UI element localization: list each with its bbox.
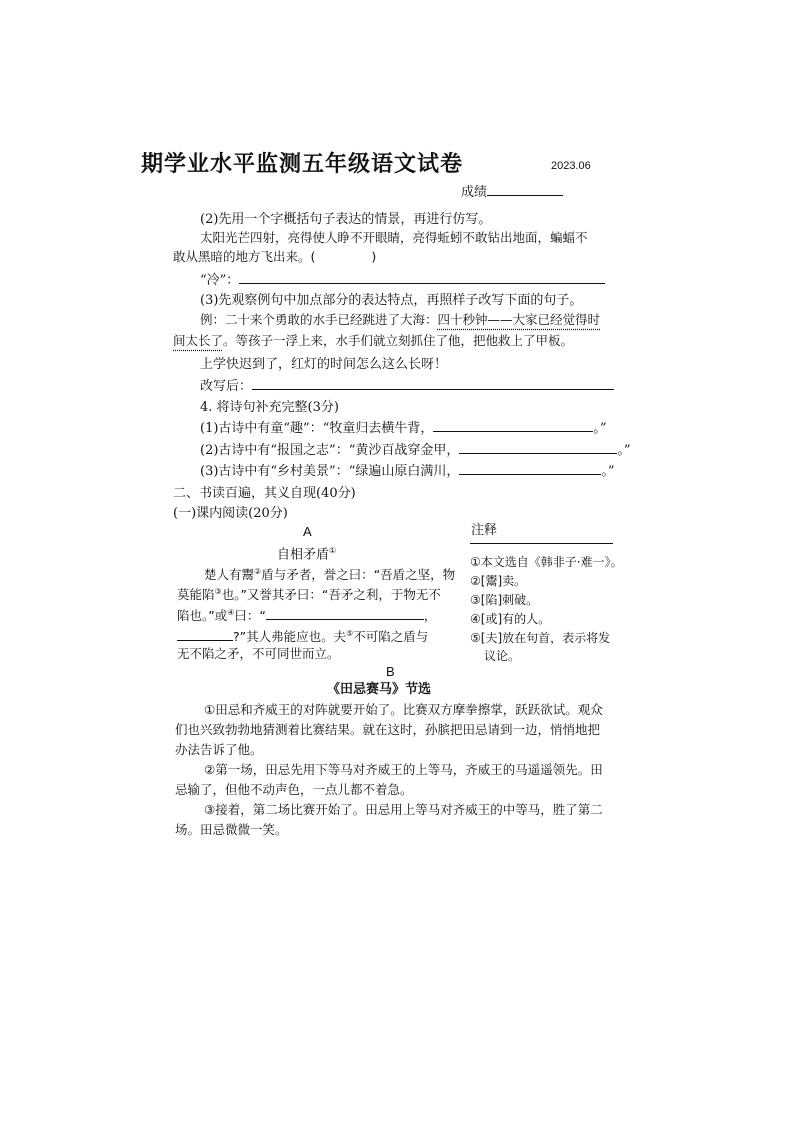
passage-b-label: B (386, 664, 395, 679)
passage-a-line-4-c: 不可陷之盾与 (353, 629, 429, 645)
q3-2-cold-line (200, 271, 605, 290)
footnote-marker-3: ③ (214, 587, 222, 596)
passage-a-line-3-b: 曰：“ (234, 608, 266, 624)
q3-2-example-line2 (173, 248, 376, 266)
passage-a-title (277, 542, 336, 564)
passage-b-line-6: ③接着，第二场比赛开始了。田忌用上等马对齐威王的中等马，胜了第二 (204, 802, 603, 817)
q3-2-prompt: (2)先用一个字概括句子表达的情景，再进行仿写。 (200, 212, 492, 227)
passage-b-line-2: 们也兴致勃勃地猜测着比赛结果。就在这时，孙膑把田忌请到一边，悄悄地把 (175, 722, 601, 737)
notes-heading: 注释 (471, 523, 498, 538)
passage-a-line-2-b: 也。”又誉其矛曰：“吾矛之利，于物无不 (221, 587, 441, 603)
q4-item-1-blank[interactable] (433, 419, 593, 432)
passage-a-line-5: 无不陷之矛，不可同世而立。 (177, 646, 340, 661)
passage-a-title-text: 自相矛盾 (277, 547, 330, 563)
score-line (461, 183, 563, 202)
q4-item-2-text: (2)古诗中有“报国之志”：“黄沙百战穿金甲， (200, 443, 460, 458)
passage-a-line-2-a: 莫能陷 (177, 587, 215, 603)
passage-a-line-4 (177, 625, 428, 646)
q4-item-2-end: 。” (617, 443, 631, 458)
passage-b-line-5: 忌输了，但他不动声色，一点儿都不着急。 (175, 782, 413, 797)
footnote-marker-5: ⑤ (346, 629, 354, 638)
q4-item-1-text: (1)古诗中有童“趣”：“牧童归去横牛背， (200, 421, 434, 436)
score-label: 成绩 (461, 185, 488, 200)
rewrite-answer-blank[interactable] (252, 377, 614, 390)
q4-item-3-end: 。” (601, 464, 615, 479)
q4-item-3-blank[interactable] (459, 462, 601, 475)
rewrite-label: 改写后： (200, 379, 253, 394)
note-3: ③[陷]刺破。 (470, 593, 539, 607)
passage-a-line-3 (177, 604, 436, 625)
passage-a-line-4-b: ?”其人弗能应也。夫 (233, 629, 347, 645)
notes-divider (470, 543, 613, 544)
footnote-marker-2: ② (254, 567, 262, 576)
section2-heading: 二、书读百遍，其义自现(40分) (173, 486, 356, 501)
passage-a-line-3-end: ， (423, 608, 437, 624)
q3-3-rewrite-line (200, 377, 614, 396)
q3-3-sentence: 上学快迟到了，红灯的时间怎么这么长呀！ (200, 357, 448, 372)
footnote-marker-4: ④ (227, 608, 235, 617)
q3-2-example-line1: 太阳光芒四射，亮得使人睁不开眼睛，亮得蚯蚓不敢钻出地面，蝙蝠不 (200, 230, 588, 245)
passage-b-line-3: 办法告诉了他。 (175, 742, 263, 757)
q4-item-2 (200, 441, 631, 460)
score-blank[interactable] (487, 183, 563, 196)
q4-prompt: 4. 将诗句补充完整(3分) (200, 400, 339, 415)
q3-3-example-rest: 。等孩子一浮上来，水手们就立刻抓住了他，把他救上了甲板。 (223, 333, 574, 348)
passage-a-line-3-a: 陷也。”或 (177, 608, 228, 624)
q4-item-1-end: 。” (593, 421, 607, 436)
q4-item-3-text: (3)古诗中有“乡村美景”：“绿遍山原白满川， (200, 464, 460, 479)
q3-3-example-a: 例：二十来个勇敢的水手已经跳进了大海： (200, 312, 438, 327)
note-5: ⑤[夫]放在句首，表示将发 (470, 631, 611, 645)
note-5-cont: 议论。 (484, 649, 521, 663)
section2-subheading: (一)课内阅读(20分) (173, 506, 288, 521)
passage-b-line-4: ②第一场，田忌先用下等马对齐威王的上等马，齐威王的马遥遥领先。田 (204, 762, 603, 777)
passage-a-blank-1[interactable] (266, 607, 424, 620)
q3-2-paren-close: ) (371, 249, 377, 264)
cold-label: “冷”： (200, 273, 240, 288)
passage-a-line-1-b: 盾与矛者，誉之曰：“吾盾之坚，物 (261, 567, 456, 583)
q3-3-example-line1 (200, 311, 600, 329)
passage-b-title: 《田忌赛马》节选 (327, 682, 432, 697)
passage-a-label: A (303, 524, 312, 539)
q3-3-example-dotted-1: 四十秒钟——大家已经觉得时 (437, 312, 601, 327)
q4-item-1 (200, 419, 607, 438)
q4-item-3 (200, 462, 615, 481)
note-4: ④[或]有的人。 (470, 612, 551, 626)
passage-a-line-1-a: 楚人有鬻 (204, 567, 255, 583)
q3-3-example-line2 (173, 332, 573, 350)
passage-a-title-footnote: ① (329, 546, 337, 555)
q3-3-example-dotted-2: 间太长了 (173, 333, 224, 348)
passage-b-line-7: 场。田忌微微一笑。 (175, 822, 288, 837)
exam-title: 期学业水平监测五年级语文试卷 (141, 151, 464, 177)
passage-a-blank-2[interactable] (177, 628, 233, 641)
cold-answer-blank[interactable] (239, 271, 605, 284)
note-1: ①本文选自《韩非子·难一》。 (470, 555, 623, 569)
q3-2-example-text: 敢从黑暗的地方飞出来。( (173, 249, 316, 264)
passage-a-line-1 (204, 563, 455, 584)
exam-date: 2023.06 (551, 160, 591, 172)
q3-3-prompt: (3)先观察例句中加点部分的表达特点，再照样子改写下面的句子。 (200, 293, 583, 308)
note-2: ②[鬻]卖。 (470, 574, 527, 588)
passage-b-line-1: ①田忌和齐威王的对阵就要开始了。比赛双方摩拳擦掌，跃跃欲试。观众 (204, 702, 603, 717)
passage-a-line-2 (177, 583, 441, 604)
q4-item-2-blank[interactable] (459, 441, 617, 454)
